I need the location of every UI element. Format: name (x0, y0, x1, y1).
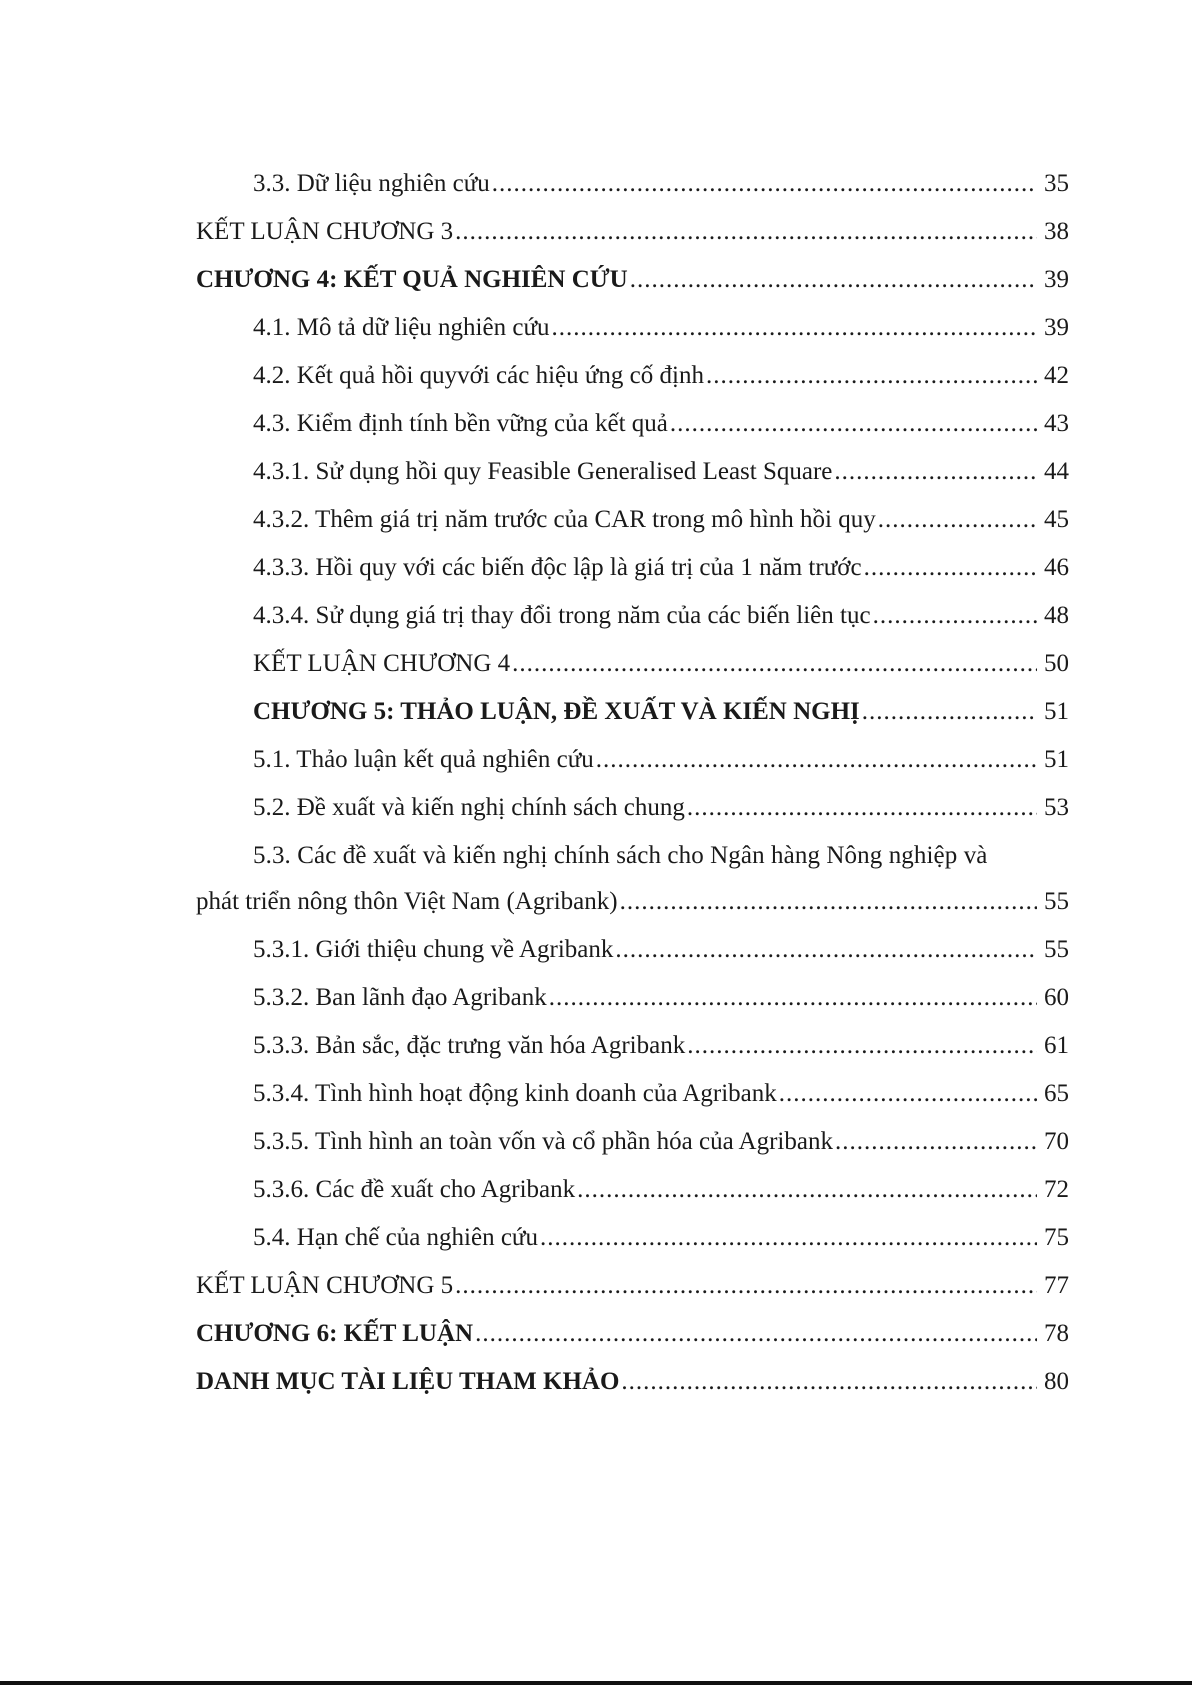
toc-entry-label: 5.3.2. Ban lãnh đạo Agribank (253, 984, 547, 1011)
toc-entry[interactable] (196, 304, 1069, 352)
toc-entry-label: 3.3. Dữ liệu nghiên cứu (253, 170, 490, 197)
toc-entry-label: 5.3.6. Các đề xuất cho Agribank (253, 1176, 576, 1203)
toc-entry[interactable] (196, 1022, 1069, 1070)
toc-entry-label: KẾT LUẬN CHƯƠNG 3 (196, 218, 454, 245)
dot-leader (670, 400, 1037, 448)
toc-entry[interactable] (196, 640, 1069, 688)
toc-entry-label: DANH MỤC TÀI LIỆU THAM KHẢO (196, 1368, 620, 1395)
toc-entry-page: 46 (1044, 554, 1069, 581)
dot-leader (620, 878, 1037, 926)
toc-entry-page: 60 (1044, 984, 1069, 1011)
toc-entry-page: 35 (1044, 170, 1069, 197)
toc-entry[interactable] (196, 496, 1069, 544)
toc-entry-continuation (196, 878, 1069, 926)
toc-entry[interactable] (196, 208, 1069, 256)
toc-entry-label: 4.3.1. Sử dụng hồi quy Feasible Generalised Least Square (253, 458, 833, 485)
toc-entry-label-line-1: 5.3. Các đề xuất và kiến nghị chính sách cho Ngân hàng Nông nghiệp và (253, 842, 988, 869)
toc-entry[interactable] (196, 1070, 1069, 1118)
dot-leader (864, 544, 1037, 592)
toc-entry-label: CHƯƠNG 6: KẾT LUẬN (196, 1320, 474, 1347)
dot-leader (552, 304, 1038, 352)
toc-entry-label: 4.1. Mô tả dữ liệu nghiên cứu (253, 314, 550, 341)
toc-entry[interactable] (196, 448, 1069, 496)
toc-entry[interactable] (196, 400, 1069, 448)
toc-chapter-entry[interactable] (196, 1310, 1069, 1358)
table-of-contents (196, 160, 1069, 1406)
toc-entry[interactable] (196, 1214, 1069, 1262)
dot-leader (834, 448, 1037, 496)
toc-entry-page: 77 (1044, 1272, 1069, 1299)
toc-entry-page: 72 (1044, 1176, 1069, 1203)
toc-entry[interactable] (196, 736, 1069, 784)
toc-wrapped-entry[interactable] (196, 832, 1069, 926)
toc-chapter-entry[interactable] (196, 688, 1069, 736)
dot-leader (621, 1358, 1037, 1406)
dot-leader (455, 208, 1037, 256)
toc-entry-label: 4.3.4. Sử dụng giá trị thay đổi trong năm của các biến liên tục (253, 602, 871, 629)
toc-entry[interactable] (196, 352, 1069, 400)
dot-leader (455, 1262, 1037, 1310)
toc-entry-page: 45 (1044, 506, 1069, 533)
toc-entry-label: 5.1. Thảo luận kết quả nghiên cứu (253, 746, 594, 773)
toc-entry-page: 44 (1044, 458, 1069, 485)
toc-entry[interactable] (196, 784, 1069, 832)
toc-entry[interactable] (196, 1166, 1069, 1214)
dot-leader (540, 1214, 1037, 1262)
toc-entry-label: 5.3.4. Tình hình hoạt động kinh doanh của Agribank (253, 1080, 777, 1107)
toc-chapter-entry[interactable] (196, 1358, 1069, 1406)
toc-entry-label: KẾT LUẬN CHƯƠNG 4 (253, 650, 511, 677)
toc-entry-page: 51 (1044, 746, 1069, 773)
dot-leader (549, 974, 1037, 1022)
toc-entry-label: 5.3.3. Bản sắc, đặc trưng văn hóa Agribank (253, 1032, 686, 1059)
toc-entry-page: 50 (1044, 650, 1069, 677)
toc-entry-page: 61 (1044, 1032, 1069, 1059)
toc-entry-label: CHƯƠNG 5: THẢO LUẬN, ĐỀ XUẤT VÀ KIẾN NGHỊ (253, 698, 860, 725)
dot-leader (596, 736, 1037, 784)
dot-leader (779, 1070, 1037, 1118)
toc-entry-page: 42 (1044, 362, 1069, 389)
toc-entry-page: 39 (1044, 266, 1069, 293)
dot-leader (687, 784, 1037, 832)
toc-entry-page: 51 (1044, 698, 1069, 725)
dot-leader (630, 256, 1037, 304)
page-bottom-border (0, 1681, 1192, 1685)
toc-entry-page: 53 (1044, 794, 1069, 821)
dot-leader (577, 1166, 1037, 1214)
toc-entry-page: 48 (1044, 602, 1069, 629)
toc-entry-page: 75 (1044, 1224, 1069, 1251)
dot-leader (492, 160, 1037, 208)
dot-leader (873, 592, 1037, 640)
toc-entry-page: 39 (1044, 314, 1069, 341)
toc-entry-page: 55 (1044, 936, 1069, 963)
dot-leader (878, 496, 1037, 544)
toc-entry-label: 5.3.5. Tình hình an toàn vốn và cổ phần hóa của Agribank (253, 1128, 833, 1155)
toc-entry-label: 5.4. Hạn chế của nghiên cứu (253, 1224, 538, 1251)
toc-entry-label: 4.2. Kết quả hồi quyvới các hiệu ứng cố định (253, 362, 704, 389)
toc-entry-page: 65 (1044, 1080, 1069, 1107)
dot-leader (512, 640, 1037, 688)
toc-entry-label: 4.3.3. Hồi quy với các biến độc lập là giá trị của 1 năm trước (253, 554, 862, 581)
toc-entry[interactable] (196, 974, 1069, 1022)
dot-leader (835, 1118, 1037, 1166)
toc-entry-page: 43 (1044, 410, 1069, 437)
toc-entry-label: 5.3.1. Giới thiệu chung về Agribank (253, 936, 614, 963)
dot-leader (475, 1310, 1037, 1358)
dot-leader (687, 1022, 1037, 1070)
toc-entry-page: 38 (1044, 218, 1069, 245)
toc-entry-label: KẾT LUẬN CHƯƠNG 5 (196, 1272, 454, 1299)
toc-entry-label: 4.3.2. Thêm giá trị năm trước của CAR trong mô hình hồi quy (253, 506, 876, 533)
toc-entry-page: 70 (1044, 1128, 1069, 1155)
toc-entry-label: 4.3. Kiểm định tính bền vững của kết quả (253, 410, 668, 437)
toc-entry[interactable] (196, 1118, 1069, 1166)
toc-entry[interactable] (196, 926, 1069, 974)
toc-entry-page: 80 (1044, 1368, 1069, 1395)
toc-entry-label-line-2: phát triển nông thôn Việt Nam (Agribank) (196, 888, 618, 915)
toc-entry-label: CHƯƠNG 4: KẾT QUẢ NGHIÊN CỨU (196, 266, 628, 293)
toc-entry[interactable] (196, 1262, 1069, 1310)
toc-chapter-entry[interactable] (196, 256, 1069, 304)
toc-entry[interactable] (196, 160, 1069, 208)
dot-leader (615, 926, 1037, 974)
toc-entry[interactable] (196, 592, 1069, 640)
toc-entry-page: 55 (1044, 888, 1069, 915)
toc-entry-page: 78 (1044, 1320, 1069, 1347)
toc-entry[interactable] (196, 544, 1069, 592)
toc-entry-label: 5.2. Đề xuất và kiến nghị chính sách chung (253, 794, 685, 821)
dot-leader (706, 352, 1037, 400)
dot-leader (862, 688, 1037, 736)
